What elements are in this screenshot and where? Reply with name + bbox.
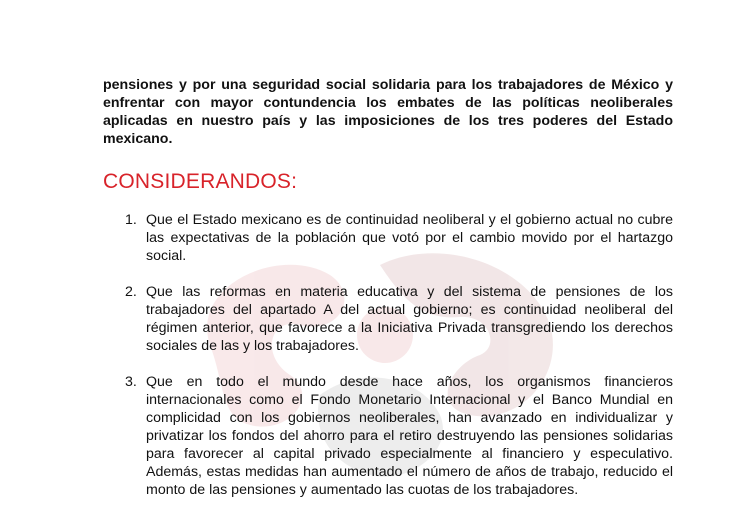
considerandos-list — [103, 211, 673, 499]
document-page — [103, 76, 673, 517]
intro-paragraph: pensiones y por una seguridad social solidaria para los trabajadores de México y enfrentar con mayor contundencia los embates de las políticas neoliberales aplicadas en nuestro país y las imposiciones de los tres poderes del Estado mexicano. — [103, 77, 673, 147]
list-item-number: 3. — [125, 374, 137, 390]
list-item — [103, 283, 673, 355]
list-item-text: Que en todo el mundo desde hace años, los organismos financieros internacionales como el Fondo Monetario Internacional y el Banco Mundial en complicidad con los gobiernos neoliberales, han avanzado en individualizar y privatizar los fondos del ahorro para el retiro destruyendo las pensiones solidarias para favorecer al capital privado especialmente al financiero y especulativo. Además, estas medidas han aumentado el número de años de trabajo, reducido el monto de las pensiones y aumentado las cuotas de los trabajadores. — [146, 374, 673, 498]
list-item — [103, 373, 673, 499]
list-item — [103, 211, 673, 265]
list-item-number: 1. — [125, 212, 137, 228]
list-item-text: Que las reformas en materia educativa y del sistema de pensiones de los trabajadores del apartado A del actual gobierno; es continuidad neoliberal del régimen anterior, que favorece a la Iniciativa Privada transgrediendo los derechos sociales de las y los trabajadores. — [146, 284, 673, 354]
section-title-considerandos: CONSIDERANDOS: — [103, 170, 298, 193]
list-item-number: 2. — [125, 284, 137, 300]
list-item-text: Que el Estado mexicano es de continuidad neoliberal y el gobierno actual no cubre las expectativas de la población que votó por el cambio movido por el hartazgo social. — [146, 212, 673, 264]
